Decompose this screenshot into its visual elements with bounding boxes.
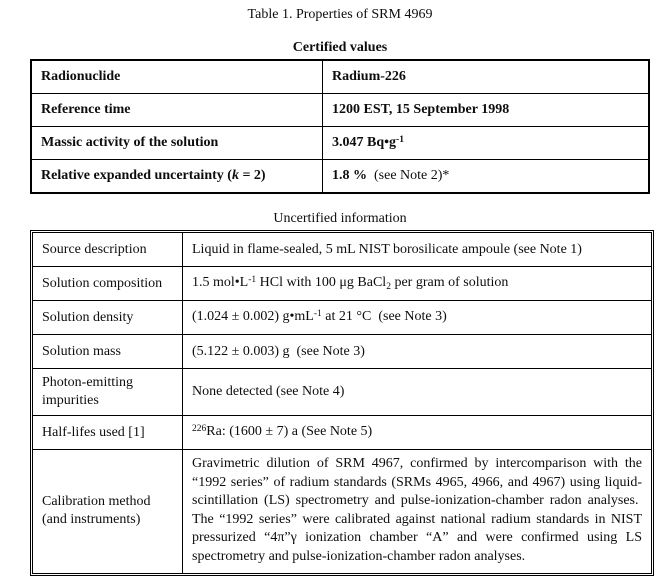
row-label: Solution composition <box>33 267 183 301</box>
table-row <box>33 335 652 369</box>
row-value: Radium-226 <box>323 60 650 94</box>
row-value: 1.5 $mol•L^{-1}$ HCl with 100 μg BaCl$_2$ per gram of solution <box>183 267 652 301</box>
row-value: (1.024 ± 0.002) $g•mL^{-1}$ at 21 °C (see Note 3) <box>183 301 652 335</box>
row-label: Half-lifes used [1] <box>33 416 183 450</box>
table-row <box>33 267 652 301</box>
row-label: Solution density <box>33 301 183 335</box>
table-row <box>31 127 649 160</box>
uncertified-information-table <box>32 232 652 574</box>
table-row <box>33 450 652 574</box>
table-row <box>33 233 652 267</box>
row-value: $^{226}$Ra: (1600 ± 7) a (See Note 5) <box>183 416 652 450</box>
document-page <box>30 0 650 576</box>
row-value: 1200 EST, 15 September 1998 <box>323 94 650 127</box>
certified-values-heading: Certified values <box>292 40 388 55</box>
row-label: Solution mass <box>33 335 183 369</box>
row-label: Relative expanded uncertainty (k = 2) <box>31 160 323 194</box>
row-value: Liquid in flame-sealed, 5 mL NIST borosilicate ampoule (see Note 1) <box>183 233 652 267</box>
table-row <box>31 160 649 194</box>
row-value: None detected (see Note 4) <box>183 369 652 416</box>
uncertified-table-outer-border <box>30 230 654 576</box>
row-label: Photon-emitting impurities <box>33 369 183 416</box>
table-row <box>33 301 652 335</box>
row-label: Source description <box>33 233 183 267</box>
table-row <box>33 369 652 416</box>
row-label: Radionuclide <box>31 60 323 94</box>
row-label: Reference time <box>31 94 323 127</box>
certified-values-table <box>30 59 650 194</box>
uncertified-information-heading: Uncertified information <box>273 211 407 226</box>
row-label: Calibration method (and instruments) <box>33 450 183 574</box>
row-value: Gravimetric dilution of SRM 4967, confirmed by intercomparison with the “1992 series” of radium standards (SRMs 4965, 4966, and 4967) using liquid-scintillation (LS) spectrometry and pulse-ionization-chamber radon analyses. The “1992 series” were calibrated against national radium standards in NIST pressurized “4π”γ ionization chamber “A” and were confirmed using LS spectrometry and pulse-ionization-chamber radon analyses. <box>183 450 652 574</box>
table-row <box>31 60 649 94</box>
document-title: Table 1. Properties of SRM 4969 <box>247 7 433 22</box>
row-value: (5.122 ± 0.003) g (see Note 3) <box>183 335 652 369</box>
table-row <box>31 94 649 127</box>
row-label: Massic activity of the solution <box>31 127 323 160</box>
table-row <box>33 416 652 450</box>
row-value: 3.047 $Bq•g^{-1}$ <box>323 127 650 160</box>
row-value: 1.8 % (see Note 2)* <box>323 160 650 194</box>
